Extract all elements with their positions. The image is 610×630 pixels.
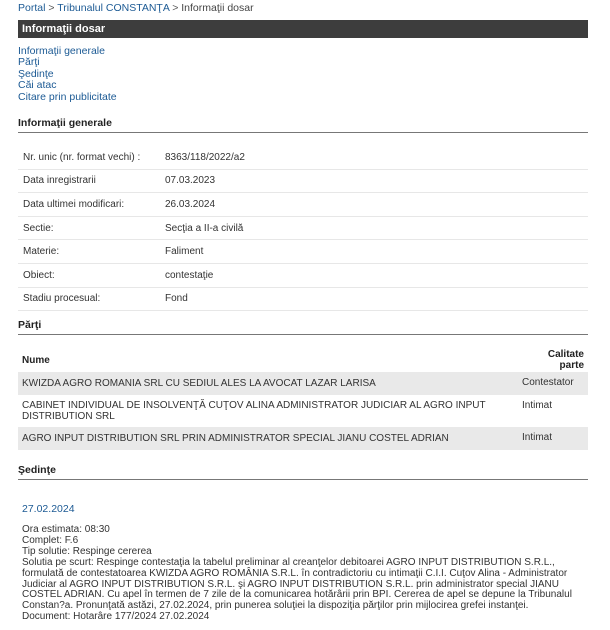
- info-value: Secţia a II-a civilă: [165, 222, 244, 234]
- table-row: [18, 372, 588, 395]
- sedinta-document: Document: Hotarâre 177/2024 27.02.2024: [22, 611, 210, 623]
- info-value: 07.03.2023: [165, 175, 216, 187]
- info-value: Fond: [165, 293, 188, 305]
- table-row: [18, 427, 588, 450]
- section-title-sedinte: Şedinţe: [18, 464, 588, 480]
- link-informatii-generale[interactable]: Informaţii generale: [18, 45, 105, 57]
- section-title-general: Informaţii generale: [18, 117, 588, 133]
- breadcrumb-portal-link[interactable]: Portal: [18, 2, 46, 14]
- info-label: Data inregistrarii: [23, 175, 96, 187]
- section-title-parti: Părţi: [18, 319, 588, 335]
- page-title: Informaţii dosar: [22, 23, 106, 35]
- link-sedinte[interactable]: Şedinţe: [18, 67, 54, 80]
- info-label: Nr. unic (nr. format vechi) :: [23, 151, 141, 163]
- info-value: contestaţie: [165, 269, 214, 281]
- breadcrumb-current: Informaţii dosar: [181, 2, 254, 14]
- link-citare-publicitate[interactable]: Citare prin publicitate: [18, 90, 117, 103]
- party-role: Intimat: [522, 400, 553, 411]
- link-parti[interactable]: Părţi: [18, 56, 40, 69]
- breadcrumb: [18, 2, 254, 14]
- sedinta-details: [22, 525, 588, 623]
- col-header-nume: Nume: [22, 354, 50, 366]
- parti-table: [18, 348, 588, 450]
- info-label: Obiect:: [23, 269, 55, 281]
- info-label: Sectie:: [23, 222, 54, 234]
- info-row: [18, 288, 588, 312]
- link-cai-atac[interactable]: Căi atac: [18, 79, 57, 92]
- col-header-calitate: Calitate parte: [547, 349, 584, 371]
- sedinta-ora: Ora estimata: 08:30: [22, 524, 110, 535]
- info-row: [18, 146, 588, 170]
- party-name: AGRO INPUT DISTRIBUTION SRL PRIN ADMINISTRATOR SPECIAL JIANU COSTEL ADRIAN: [18, 427, 518, 450]
- info-row: [18, 193, 588, 217]
- breadcrumb-separator: >: [172, 2, 179, 14]
- info-row: [18, 217, 588, 241]
- page-title-bar: [18, 20, 588, 38]
- section-links: [18, 46, 117, 103]
- sedinta-solutie: Solutia pe scurt: Respinge contestaţia la tabelul preliminar al creanţelor debitoarei AGRO INPUT DISTRIBUTION S.R.L., formulată de contestatoarea KWIZDA AGRO ROMÂNIA S.R.L. în contradictoriu cu intimaţii C.I.I. Cuţov Alina - Administrator Judiciar al AGRO INPUT DISTRIBUTION S.R.L. şi AGRO INPUT DISTRIBUTION S.R.L. prin administrator special JIANU COSTEL ADRIAN. Cu apel în termen de 7 zile de la comunicarea hotărârii prin BPI. Cererea de apel se depune la Tribunalul Constan?a. Pronunţată astăzi, 27.02.2024, prin punerea soluţiei la dispoziţia părţilor prin mijlocirea grefei instanţei.: [22, 556, 572, 612]
- info-value: 8363/118/2022/a2: [165, 151, 245, 163]
- info-row: [18, 240, 588, 264]
- general-info-table: [18, 146, 588, 311]
- info-row: [18, 170, 588, 194]
- breadcrumb-court-link[interactable]: Tribunalul CONSTANŢA: [57, 2, 170, 14]
- info-value: 26.03.2024: [165, 198, 216, 210]
- sedinta-date-link[interactable]: 27.02.2024: [22, 503, 75, 515]
- party-role: Contestator: [518, 372, 588, 395]
- sedinta-tip-solutie: Tip solutie: Respinge cererea: [22, 545, 152, 557]
- info-label: Data ultimei modificari:: [23, 198, 125, 210]
- sedinta-complet: Complet: F.6: [22, 534, 79, 546]
- table-row: [18, 395, 588, 427]
- info-label: Stadiu procesual:: [23, 293, 101, 305]
- breadcrumb-separator: >: [48, 2, 55, 14]
- party-name: KWIZDA AGRO ROMANIA SRL CU SEDIUL ALES LA AVOCAT LAZAR LARISA: [18, 372, 518, 395]
- info-value: Faliment: [165, 246, 204, 258]
- info-label: Materie:: [23, 246, 60, 258]
- info-row: [18, 264, 588, 288]
- party-name: CABINET INDIVIDUAL DE INSOLVENŢĂ CUŢOV ALINA ADMINISTRATOR JUDICIAR AL AGRO INPUT DISTRIBUTION SRL: [22, 399, 486, 422]
- party-role: Intimat: [518, 427, 588, 450]
